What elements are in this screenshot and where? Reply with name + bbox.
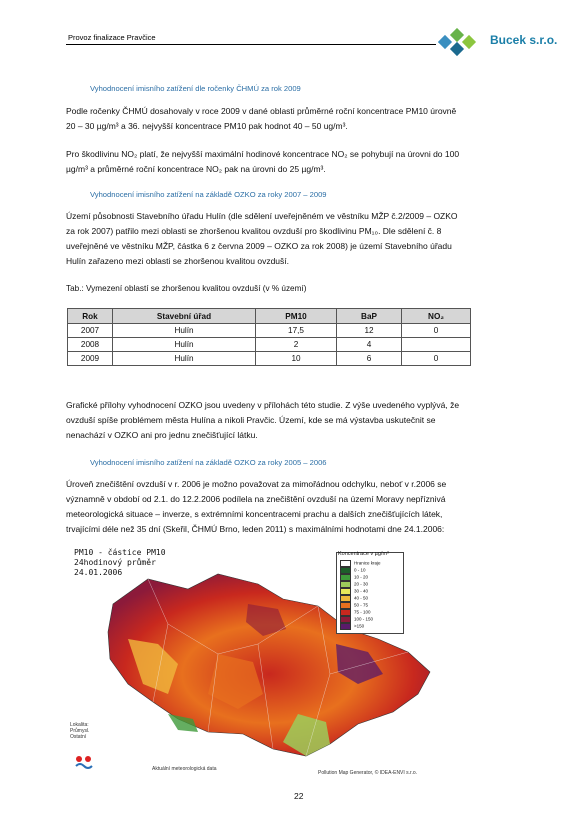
legend-item: [340, 609, 371, 616]
legend-label: 20 - 30: [354, 581, 369, 587]
map-note-left: Lokalita: Průmysl. Ostatní: [70, 722, 90, 740]
paragraph-4: Grafické přílohy vyhodnocení OZKO jsou uvedeny v přílohách této studie. Z výše uvedeného vyplývá, že ovzduší spíše problémem města Hulína a nikoli Pravčic. Území, kde se má výstavba uskutečnit se nenachází v OZKO ani pro jednu znečišťující látku.: [66, 400, 460, 440]
table-row: [68, 352, 471, 366]
map-credit: Pollution Map Generator, © IDEA-ENVI s.r.o.: [318, 770, 418, 776]
chmi-logo-icon: [74, 754, 96, 770]
legend-swatch: [340, 616, 351, 623]
table-cell: 2: [256, 338, 337, 352]
legend-swatch: [340, 595, 351, 602]
legend-item: [340, 588, 368, 595]
section-heading-3: Vyhodnocení imisního zatížení na základě OZKO za roky 2005 – 2006: [90, 458, 327, 467]
table-cell: Hulín: [113, 352, 256, 366]
pm10-map-figure: [68, 544, 508, 780]
page-number: 22: [294, 791, 304, 801]
legend-swatch: [340, 560, 351, 567]
paragraph-1: Podle ročenky ČHMÚ dosahovaly v roce 2009 v dané oblasti průměrné roční koncentrace PM10 úrovně 20 – 30 µg/m³ a 36. nejvyšší koncentrace PM10 pak hodnot 40 – 50 ug/m³.: [66, 106, 457, 131]
table-header: NO₂: [402, 309, 471, 324]
table-row: [68, 338, 471, 352]
legend-label: 40 - 50: [354, 595, 369, 601]
brand-name: Bucek s.r.o.: [490, 33, 558, 47]
legend-item: [340, 623, 364, 630]
section-heading-1: Vyhodnocení imisního zatížení dle ročenky ČHMÚ za rok 2009: [90, 84, 301, 93]
table-cell: 6: [337, 352, 402, 366]
header-title: Provoz finalizace Pravčice: [68, 33, 156, 42]
legend-item: [340, 595, 368, 602]
legend-item: [340, 616, 373, 623]
legend-item: [340, 581, 368, 588]
paragraph-3: Území působnosti Stavebního úřadu Hulín (dle sdělení uveřejněném ve věstníku MŽP č.2/2009 – OZKO za rok 2007) patřilo mezi oblasti se zhoršenou kvalitou ovzduší pro škodlivinu PM₁₀. Dle sdělení č. 8 uveřejněné ve věstníku MŽP, částka 6 z června 2009 – OZKO za rok 2008) je území Stavebního úřadu Hulín zařazeno mezi oblasti se zhoršenou kvalitou ovzduší.: [66, 211, 458, 266]
legend-label: 75 - 100: [354, 609, 371, 615]
legend-label: 10 - 20: [354, 574, 369, 580]
table-cell: 0: [402, 352, 471, 366]
legend-swatch: [340, 609, 351, 616]
legend-label: Hranice kraje: [354, 560, 381, 566]
table-cell: 2007: [68, 324, 113, 338]
table-row: [68, 324, 471, 338]
table-cell: 4: [337, 338, 402, 352]
map-note-bottom: Aktuální meteorologická data: [152, 766, 217, 772]
legend-swatch: [340, 581, 351, 588]
table-cell: 12: [337, 324, 402, 338]
legend-swatch: [340, 623, 351, 630]
table-cell: Hulín: [113, 338, 256, 352]
pm10-concentration-map: [68, 544, 508, 780]
map-legend-title: Koncentrace v µg/m³: [338, 551, 389, 557]
paragraph-5: Úroveň znečištění ovzduší v r. 2006 je možno považovat za mimořádnou odchylku, neboť v r.2006 se významně v období od 2.1. do 12.2.2006 podílela na znečištění ovzduší na území Moravy nepříznivá meteorologická situace – inverze, s extrémními koncentracemi prachu a dalších znečišťujících látek, trvajícími déle než 35 dní (Skeřil, ČHMÚ Brno, leden 2011) s maximálními hodnotami dne 24.1.2006:: [66, 479, 447, 534]
legend-swatch: [340, 574, 351, 581]
table-cell: 2008: [68, 338, 113, 352]
table-cell: 10: [256, 352, 337, 366]
table-cell: 2009: [68, 352, 113, 366]
legend-swatch: [340, 588, 351, 595]
table-header: BaP: [337, 309, 402, 324]
table-header: PM10: [256, 309, 337, 324]
legend-item: [340, 574, 368, 581]
legend-label: 50 - 75: [354, 602, 369, 608]
table-cell: [402, 338, 471, 352]
brand-logo-icon: [438, 28, 490, 58]
paragraph-2: Pro škodlivinu NO₂ platí, že nejvyšší maximální hodinové koncentrace NO₂ se pohybují na úrovni do 100 µg/m³ a průměrné roční koncentrace NO₂ pak na úrovni do 25 µg/m³.: [66, 149, 460, 174]
legend-item: [340, 560, 381, 567]
legend-label: 0 - 10: [354, 567, 366, 573]
pollution-area-table: [67, 308, 471, 366]
legend-label: 100 - 150: [354, 616, 374, 622]
table-header: Stavební úřad: [113, 309, 256, 324]
legend-item: [340, 567, 366, 574]
table-header: Rok: [68, 309, 113, 324]
legend-label: 30 - 40: [354, 588, 369, 594]
table-cell: Hulín: [113, 324, 256, 338]
table-cell: 17,5: [256, 324, 337, 338]
section-heading-2: Vyhodnocení imisního zatížení na základě OZKO za roky 2007 – 2009: [90, 190, 327, 199]
legend-swatch: [340, 602, 351, 609]
legend-item: [340, 602, 368, 609]
map-title: PM10 - částice PM10 24hodinový průměr 24.01.2006: [74, 548, 166, 577]
legend-swatch: [340, 567, 351, 574]
header-rule: [66, 44, 436, 45]
table-cell: 0: [402, 324, 471, 338]
table-caption: Tab.: Vymezení oblastí se zhoršenou kvalitou ovzduší (v % území): [66, 284, 307, 293]
legend-label: >150: [354, 623, 365, 629]
